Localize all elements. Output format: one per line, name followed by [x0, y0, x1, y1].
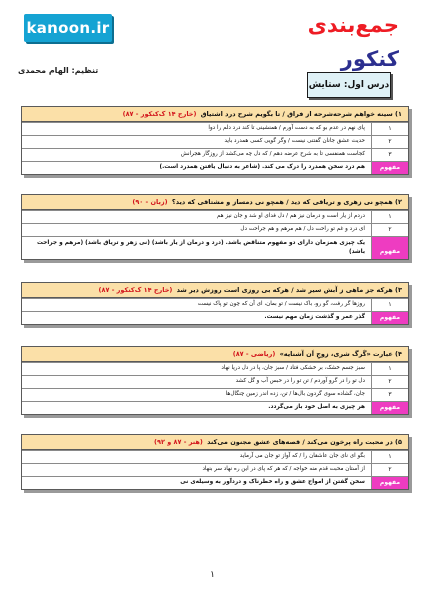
meaning-text: هر چیزی به اصل خود باز می‌گردد. — [268, 404, 365, 410]
exam-tag: (خارج ۱۴ ک‌کنکور - ۸۷) — [122, 110, 197, 118]
table-row — [22, 148, 408, 161]
verse-text: دردم از یار است و درمان نیز هم / دل فدای او شد و جان نیز هم — [216, 213, 365, 219]
exam-tag: (زبان - ۹۰) — [132, 198, 168, 206]
section-title: ۳) هرکه جز ماهی ز آبش سیر شد / هرکه بی روزی است روزش دیر شد — [176, 286, 402, 294]
brand-title — [249, 8, 399, 71]
meaning-label: مفهوم — [371, 477, 408, 489]
row-number: ۱ — [371, 451, 408, 463]
verse-text: دل تو را در گرو آوردم / تن تو را در حبس آب و گل کشد — [235, 378, 365, 384]
meaning-label: مفهوم — [371, 402, 408, 414]
verse-text: حدیث عشق جانان گفتنی نیست / وگر گویی کسی همدرد باید — [224, 138, 365, 144]
verse-text: پای نهم در عدم بو که به دست آورم / همنشینی تا کند درد دلم را دوا — [208, 125, 365, 131]
row-number: ۲ — [371, 376, 408, 388]
section-title: ۲) همچو نی زهری و تریاقی که دید / همچو نی دمساز و مشتاقی که دید؟ — [171, 198, 402, 206]
verse-text: بگو ای نای جان عاشقان را / که آواز تو جان می آرماید — [239, 453, 365, 459]
section-title: ۴) عبارت «گَرگ شری، زوجِ اَن آشنایه» — [279, 350, 402, 358]
table-row — [22, 122, 408, 135]
verse-text: از آستان محبت قدم منه خواجه / که هر که پای در این ره نهاد سر بنهاد — [202, 466, 365, 472]
verse-text: کجاست همنفسی تا به شرح عرضه دهم / که دل چه می‌کشد از روزگار هجرانش — [180, 151, 365, 157]
section-header — [22, 435, 408, 450]
section-title: ۵) در محبت راه پرخون می‌کند / قصه‌های عشق مجنون می‌کند — [207, 438, 402, 446]
exam-tag: (هنر - ۸۷ و ۹۲) — [154, 438, 203, 446]
meaning-row — [22, 311, 408, 324]
section-3 — [21, 282, 409, 325]
meaning-row — [22, 236, 408, 259]
row-number: ۱ — [371, 123, 408, 135]
section-4 — [21, 346, 409, 415]
section-2 — [21, 194, 409, 260]
verse-text: جان، گشاده سوی گردون بال‌ها / تن، زده اندر زمین چنگال‌ها — [225, 391, 365, 397]
section-header — [22, 195, 408, 210]
row-number: ۲ — [371, 464, 408, 476]
table-row — [22, 388, 408, 401]
verse-text: روزها گر رفت، گو رو، باک نیست / تو بمان، ای آن که چون تو پاک نیست — [197, 301, 365, 307]
meaning-label: مفهوم — [371, 312, 408, 324]
table-row — [22, 210, 408, 223]
section-header — [22, 107, 408, 122]
table-row — [22, 463, 408, 476]
page-number: ۱ — [210, 570, 215, 580]
author-line: تنظیم: الهام محمدی — [18, 66, 99, 75]
table-row — [22, 223, 408, 236]
table-row — [22, 298, 408, 311]
meaning-text: گذر عمر و گذشت زمان مهم نیست. — [264, 314, 365, 320]
verse-text: سبز جسم خشک، بر خشکی فتاد / سبز جان، پا در دل دریا نهاد — [221, 365, 365, 371]
meaning-label: مفهوم — [371, 162, 408, 174]
table-row — [22, 450, 408, 463]
kanoon-logo — [24, 14, 112, 42]
lesson-title: درس اول: ستایش — [307, 72, 391, 98]
row-number: ۱ — [371, 363, 408, 375]
section-1 — [21, 106, 409, 175]
table-row — [22, 135, 408, 148]
section-5 — [21, 434, 409, 490]
meaning-row — [22, 161, 408, 174]
meaning-row — [22, 401, 408, 414]
logo-text: kanoon.ir — [26, 19, 110, 37]
brand-part-2: کنکور — [340, 47, 399, 71]
meaning-label: مفهوم — [371, 237, 408, 259]
exam-tag: (خارج ۱۴ ک‌کنکور - ۸۷) — [98, 286, 173, 294]
row-number: ۲ — [371, 136, 408, 148]
meaning-row — [22, 476, 408, 489]
exam-tag: (ریاضی - ۸۷) — [232, 350, 276, 358]
meaning-text: سخن گفتن از امواج عشق و راه خطرناک و دردآور به وسیله‌ی نی — [180, 479, 365, 485]
section-header — [22, 347, 408, 362]
section-header — [22, 283, 408, 298]
row-number: ۲ — [371, 224, 408, 236]
row-number: ۳ — [371, 149, 408, 161]
row-number: ۱ — [371, 299, 408, 311]
section-title: ۱) سینه خواهم شرحه‌شرحه از فراق / تا بگویم شرح درد اشتیاق — [200, 110, 402, 118]
table-row — [22, 375, 408, 388]
row-number: ۱ — [371, 211, 408, 223]
meaning-text: یک چیزی همزمان دارای دو مفهوم متناقض باشد. (درد و درمان از یار باشد) (نی زهر و تریاق باشد) (مرهم و جراحت باشد) — [37, 240, 365, 255]
row-number: ۳ — [371, 389, 408, 401]
brand-part-1: جمع‌بندی — [307, 13, 399, 37]
table-row — [22, 362, 408, 375]
verse-text: ای درد و غم تو راحت دل / هم مرهم و هم جراحت دل — [240, 226, 365, 232]
meaning-text: هم درد سخن همدرد را درک می کند. (شاعر به دنبال یافتن همدرد است.) — [159, 164, 365, 170]
